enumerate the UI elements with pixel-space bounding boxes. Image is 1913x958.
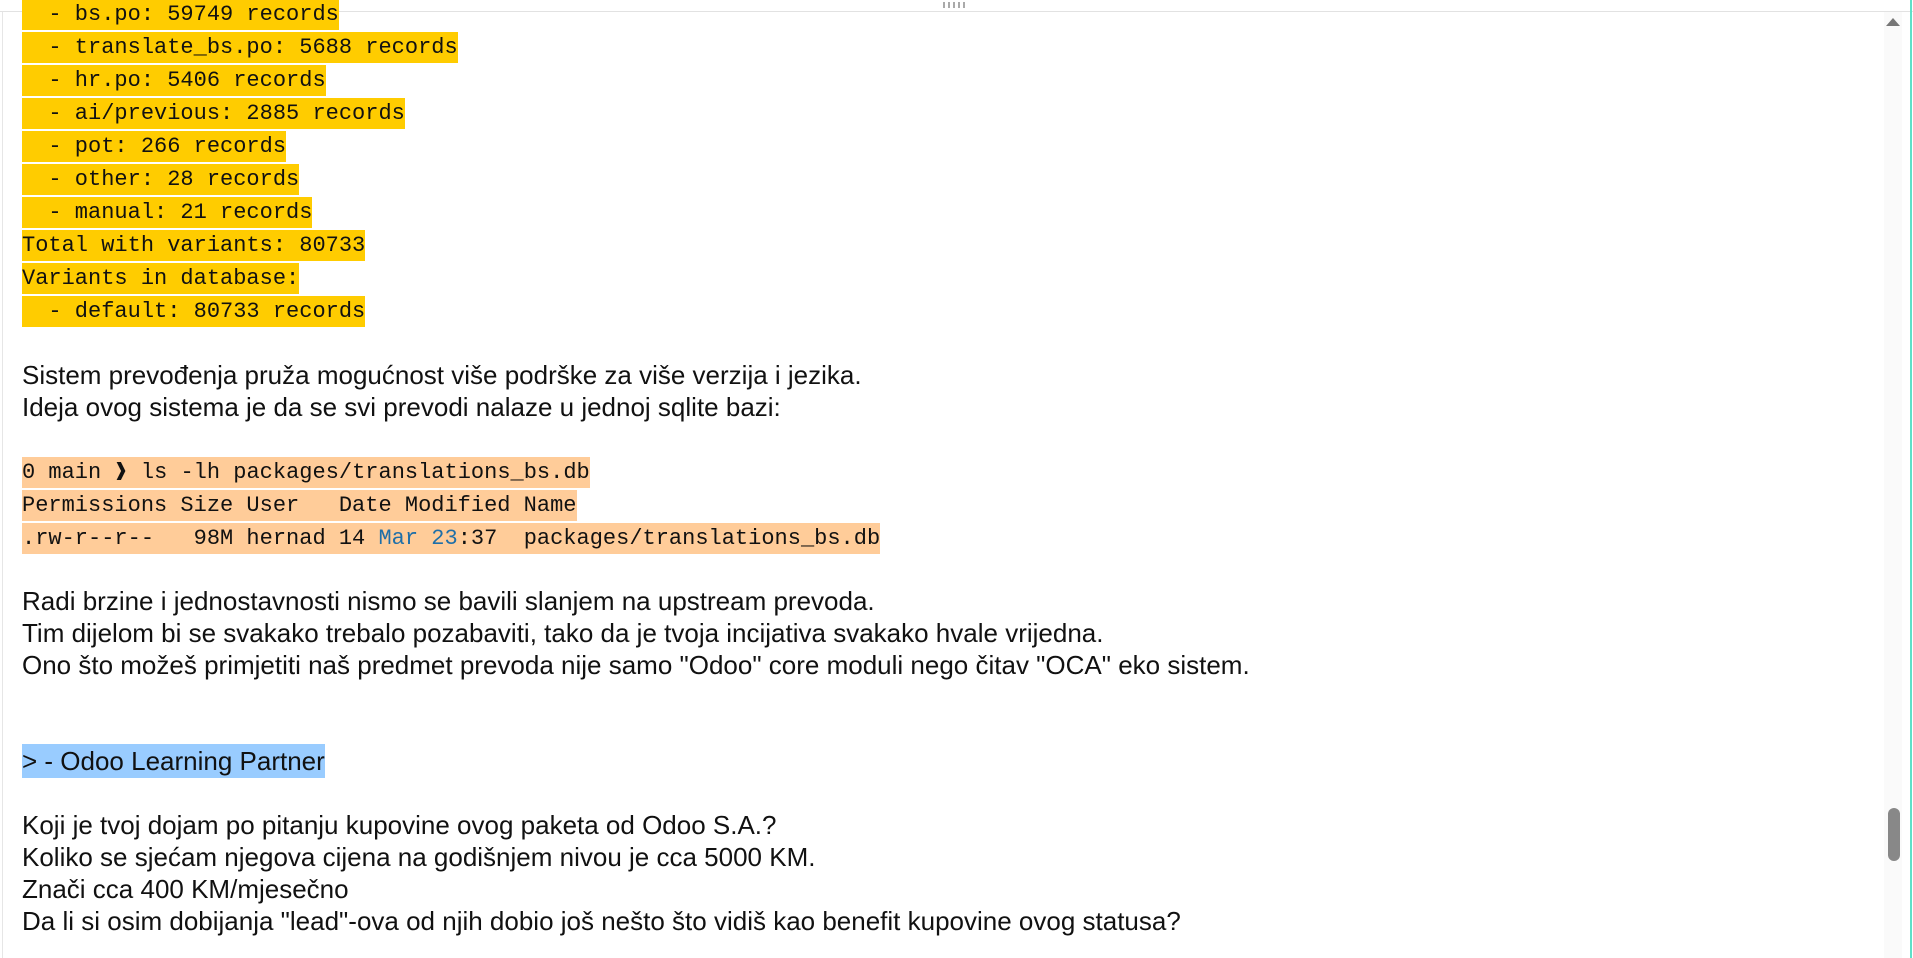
- stats-text: - other: 28 records: [22, 164, 299, 195]
- row-prefix: .rw-r--r-- 98M hernad 14: [22, 523, 378, 554]
- paragraph-2: [22, 585, 1250, 681]
- stats-line: [22, 97, 458, 130]
- stats-line: [22, 31, 458, 64]
- paragraph-3: [22, 809, 1181, 937]
- resize-grip-icon[interactable]: [943, 2, 967, 8]
- text-line: Tim dijelom bi se svakako trebalo pozabaviti, tako da je tvoja incijativa svakako hvale vrijedna.: [22, 618, 1104, 648]
- stats-text: - hr.po: 5406 records: [22, 65, 326, 96]
- row-space: [418, 523, 431, 554]
- stats-text: - pot: 266 records: [22, 131, 286, 162]
- scrollbar-thumb[interactable]: [1888, 808, 1900, 861]
- text-line: Radi brzine i jednostavnosti nismo se bavili slanjem na upstream prevoda.: [22, 586, 875, 616]
- stats-line: [22, 0, 458, 31]
- stats-line: [22, 130, 458, 163]
- text-line: Koliko se sjećam njegova cijena na godišnjem nivou je cca 5000 KM.: [22, 842, 816, 872]
- left-border: [2, 12, 3, 958]
- quote-heading: [22, 745, 325, 777]
- stats-text: - default: 80733 records: [22, 296, 365, 327]
- text-line: Ideja ovog sistema je da se svi prevodi nalaze u jednoj sqlite bazi:: [22, 392, 781, 422]
- quote-heading-text: > - Odoo Learning Partner: [22, 746, 325, 776]
- stats-text: - bs.po: 59749 records: [22, 0, 339, 30]
- terminal-header: [22, 489, 880, 522]
- text-line: Ono što možeš primjetiti naš predmet prevoda nije samo "Odoo" core moduli nego čitav "OCA" eko sistem.: [22, 650, 1250, 680]
- window-edge: [1910, 0, 1912, 958]
- stats-text: - ai/previous: 2885 records: [22, 98, 405, 129]
- stats-line: [22, 163, 458, 196]
- terminal-block: [22, 456, 880, 555]
- text-line: Sistem prevođenja pruža mogućnost više podrške za više verzija i jezika.: [22, 360, 862, 390]
- command-text: 0 main ❱ ls -lh packages/translations_bs.db: [22, 457, 590, 488]
- paragraph-1: [22, 359, 862, 423]
- row-month: Mar: [378, 523, 418, 554]
- stats-line: [22, 262, 458, 295]
- stats-text: Variants in database:: [22, 263, 299, 294]
- header-text: Permissions Size User Date Modified Name: [22, 490, 577, 521]
- row-suffix: :37 packages/translations_bs.db: [458, 523, 880, 554]
- row-hour: 23: [431, 523, 457, 554]
- stats-line: [22, 64, 458, 97]
- terminal-row: [22, 522, 880, 555]
- stats-line: [22, 295, 458, 328]
- text-line: Da li si osim dobijanja "lead"-ova od njih dobio još nešto što vidiš kao benefit kupovine ovog statusa?: [22, 906, 1181, 936]
- terminal-command: [22, 456, 880, 489]
- stats-line: [22, 196, 458, 229]
- stats-text: Total with variants: 80733: [22, 230, 365, 261]
- text-line: Koji je tvoj dojam po pitanju kupovine ovog paketa od Odoo S.A.?: [22, 810, 777, 840]
- scroll-up-arrow-icon[interactable]: [1886, 18, 1900, 26]
- stats-text: - manual: 21 records: [22, 197, 312, 228]
- text-line: Znači cca 400 KM/mjesečno: [22, 874, 349, 904]
- stats-line: [22, 229, 458, 262]
- stats-text: - translate_bs.po: 5688 records: [22, 32, 458, 63]
- stats-block: [22, 0, 458, 328]
